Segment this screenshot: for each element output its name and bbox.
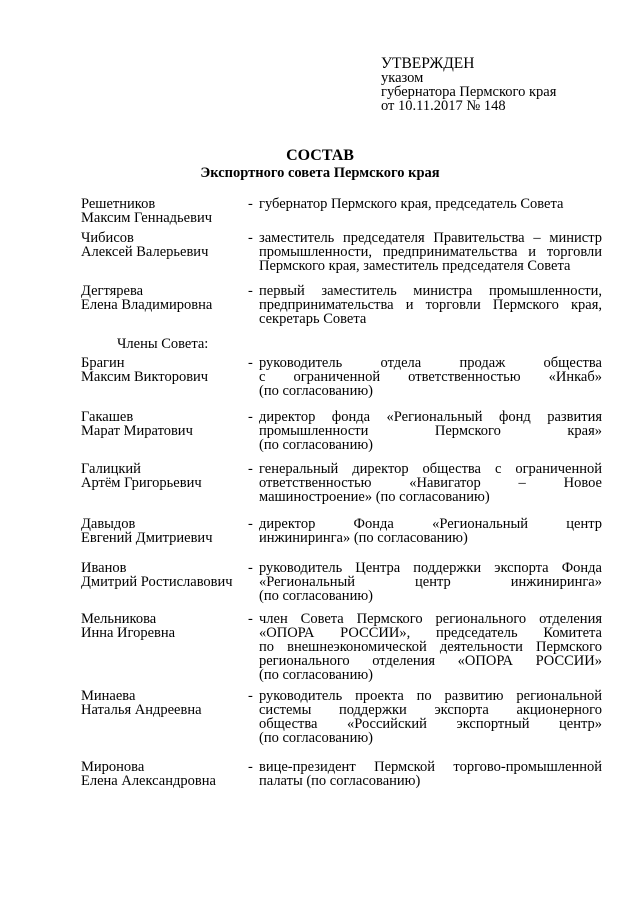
member-surname: Галицкий (81, 461, 141, 477)
approval-line: УТВЕРЖДЕН (381, 55, 475, 72)
member-name (81, 231, 251, 259)
member-given-names: Елена Александровна (81, 773, 216, 789)
member-name (81, 517, 251, 545)
member-position (259, 760, 602, 788)
member-position (259, 561, 602, 603)
member-name (81, 612, 251, 640)
member-name (81, 462, 251, 490)
member-position (259, 231, 602, 273)
position-line: (по согласованию) (259, 588, 373, 604)
member-position (259, 612, 602, 682)
approval-line: от 10.11.2017 № 148 (381, 98, 506, 114)
position-line: (по согласованию) (259, 667, 373, 683)
dash-separator: - (248, 516, 253, 532)
position-line: заместитель председателя Правительства – министр (259, 230, 602, 246)
dash-separator: - (248, 611, 253, 627)
approval-line: губернатора Пермского края (381, 84, 557, 100)
member-given-names: Алексей Валерьевич (81, 244, 209, 260)
dash-separator: - (248, 230, 253, 246)
member-position (259, 517, 602, 545)
position-line: руководитель Центра поддержки экспорта Фонда (259, 560, 602, 576)
position-line: системы поддержки экспорта акционерного (259, 702, 602, 718)
position-line: (по согласованию) (259, 383, 373, 399)
position-line: промышленности Пермского края» (259, 423, 602, 439)
approval-stamp (381, 57, 556, 113)
member-position (259, 410, 602, 452)
member-surname: Мельникова (81, 611, 157, 627)
position-line: член Совета Пермского регионального отделения (259, 611, 602, 627)
position-line: промышленности, предпринимательства и торговли (259, 244, 602, 260)
member-surname: Брагин (81, 355, 125, 371)
position-line: палаты (по согласованию) (259, 773, 421, 789)
dash-separator: - (248, 409, 253, 425)
dash-separator: - (248, 196, 253, 212)
position-line: губернатор Пермского края, председатель Совета (259, 196, 564, 212)
position-line: первый заместитель министра промышленности, (259, 283, 602, 299)
member-name (81, 561, 251, 589)
position-line: Пермского края, заместитель председателя Совета (259, 258, 571, 274)
member-name (81, 356, 251, 384)
member-position (259, 462, 602, 504)
position-line: генеральный директор общества с ограниченной (259, 461, 602, 477)
member-given-names: Марат Миратович (81, 423, 193, 439)
member-surname: Иванов (81, 560, 127, 576)
dash-separator: - (248, 560, 253, 576)
position-line: секретарь Совета (259, 311, 367, 327)
member-position (259, 197, 602, 211)
document-subtitle: Экспортного совета Пермского края (200, 165, 440, 181)
member-name (81, 410, 251, 438)
position-line: по внешнеэкономической деятельности Пермского (259, 639, 602, 655)
member-position (259, 284, 602, 326)
position-line: (по согласованию) (259, 437, 373, 453)
member-given-names: Евгений Дмитриевич (81, 530, 213, 546)
member-name (81, 284, 251, 312)
member-given-names: Артём Григорьевич (81, 475, 202, 491)
position-line: регионального отделения «ОПОРА РОССИИ» (259, 653, 602, 669)
position-line: машиностроение» (по согласованию) (259, 489, 490, 505)
position-line: «ОПОРА РОССИИ», председатель Комитета (259, 625, 602, 641)
member-position (259, 356, 602, 398)
position-line: (по согласованию) (259, 730, 373, 746)
position-line: директор Фонда «Региональный центр (259, 516, 602, 532)
approval-line: указом (381, 70, 424, 86)
position-line: общества «Российский экспортный центр» (259, 716, 602, 732)
member-given-names: Елена Владимировна (81, 297, 213, 313)
member-surname: Давыдов (81, 516, 136, 532)
position-line: руководитель проекта по развитию региональной (259, 688, 602, 704)
member-position (259, 689, 602, 745)
member-surname: Миронова (81, 759, 145, 775)
position-line: вице-президент Пермской торгово-промышленной (259, 759, 602, 775)
position-line: руководитель отдела продаж общества (259, 355, 602, 371)
member-given-names: Максим Геннадьевич (81, 210, 213, 226)
member-given-names: Максим Викторович (81, 369, 209, 385)
document-title: СОСТАВ (286, 147, 354, 164)
dash-separator: - (248, 461, 253, 477)
member-name (81, 197, 251, 225)
position-line: ответственностью «Навигатор – Новое (259, 475, 602, 491)
position-line: предпринимательства и торговли Пермского края, (259, 297, 602, 313)
dash-separator: - (248, 283, 253, 299)
position-line: «Региональный центр инжиниринга» (259, 574, 602, 590)
member-name (81, 760, 251, 788)
dash-separator: - (248, 688, 253, 704)
member-given-names: Дмитрий Ростиславович (81, 574, 233, 590)
member-surname: Чибисов (81, 230, 134, 246)
member-surname: Гакашев (81, 409, 134, 425)
position-line: с ограниченной ответственностью «Инкаб» (259, 369, 602, 385)
members-heading: Члены Совета: (117, 336, 209, 352)
member-name (81, 689, 251, 717)
member-given-names: Инна Игоревна (81, 625, 176, 641)
member-given-names: Наталья Андреевна (81, 702, 202, 718)
dash-separator: - (248, 355, 253, 371)
member-surname: Минаева (81, 688, 136, 704)
position-line: инжиниринга» (по согласованию) (259, 530, 468, 546)
member-surname: Решетников (81, 196, 156, 212)
position-line: директор фонда «Региональный фонд развития (259, 409, 602, 425)
member-surname: Дегтярева (81, 283, 144, 299)
dash-separator: - (248, 759, 253, 775)
